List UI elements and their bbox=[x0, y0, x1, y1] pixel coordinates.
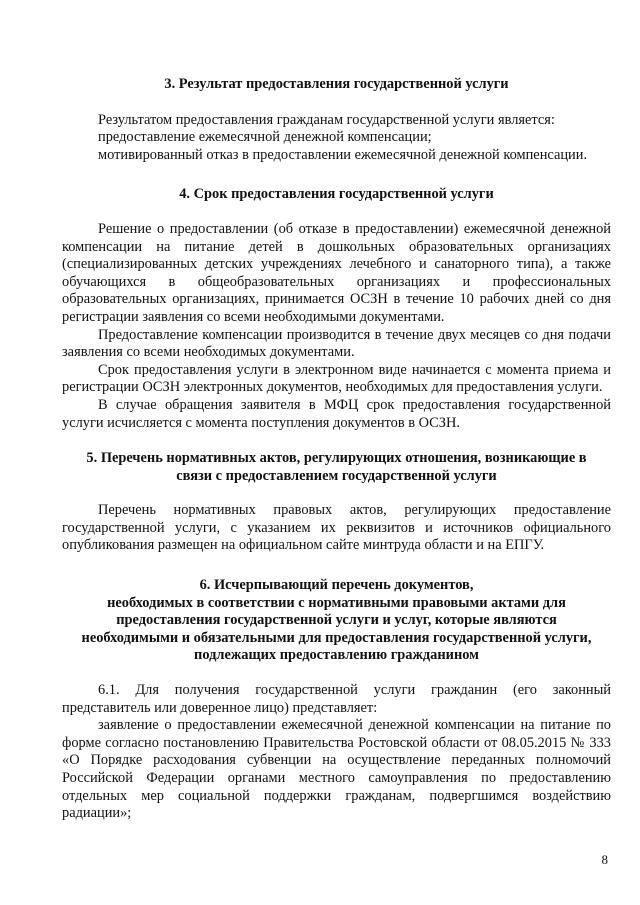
section-4-heading: 4. Срок предоставления государственной услуги bbox=[179, 186, 494, 203]
section-6-heading-line-3: предоставления государственной услуги и услуг, которые являются bbox=[116, 612, 557, 629]
document-body bbox=[62, 76, 611, 823]
section-6-heading bbox=[62, 577, 611, 665]
section-5-paragraph-1: Перечень нормативных правовых актов, регулирующих предоставление государственной услуги, с указанием их реквизитов и источников официального опубликования размещен на официальном сайте минтруда области и на ЕПГУ. bbox=[62, 502, 611, 554]
section-4-paragraph-4: В случае обращения заявителя в МФЦ срок предоставления государственной услуги исчисляется с момента поступления документов в ОСЗН. bbox=[62, 396, 611, 431]
page-number: 8 bbox=[601, 852, 608, 867]
section-3-paragraph-2: предоставление ежемесячной денежной компенсации; bbox=[98, 129, 432, 146]
section-4-paragraph-2: Предоставление компенсации производится в течение двух месяцев со дня подачи заявления со всеми необходимых документами. bbox=[62, 326, 611, 361]
section-5-heading bbox=[62, 450, 611, 485]
section-4 bbox=[62, 186, 611, 432]
section-4-paragraph-3: Срок предоставления услуги в электронном виде начинается с момента приема и регистрации ОСЗН электронных документов, необходимых для предоставления услуги. bbox=[62, 361, 611, 396]
section-6-heading-line-4: необходимыми и обязательными для предоставления государственной услуги, bbox=[81, 629, 592, 646]
section-4-paragraph-1: Решение о предоставлении (об отказе в предоставлении) ежемесячной денежной компенсации на питание детей в дошкольных образовательных организациях (специализированных детских учреждениях лечебного и санаторного типа), а также обучающихся в общеобразовательных организациях и профессиональных образовательных организациях, принимается ОСЗН в течение 10 рабочих дней со дня регистрации заявления со всеми необходимыми документами. bbox=[62, 220, 611, 325]
section-6-paragraph-1: 6.1. Для получения государственной услуги гражданин (его законный представитель или доверенное лицо) представляет: bbox=[62, 682, 611, 716]
section-6-heading-line-2: необходимых в соответствии с нормативными правовыми актами для bbox=[107, 594, 566, 611]
section-6-paragraph-2: заявление о предоставлении ежемесячной денежной компенсации на питание по форме согласно постановлению Правительства Ростовской области от 08.05.2015 № 333 «О Порядке расходования субвенции на осуществление переданных полномочий Российской Федерации органами местного самоуправления по предоставлению отдельных мер социальной поддержки гражданам, подвергшимся воздействию радиации»; bbox=[62, 717, 611, 822]
section-6-heading-line-5: подлежащих предоставлению гражданином bbox=[194, 647, 479, 664]
section-5-heading-line-2: связи с предоставлением государственной услуги bbox=[176, 467, 497, 484]
section-3-paragraph-3: мотивированный отказ в предоставлении ежемесячной денежной компенсации. bbox=[98, 146, 588, 163]
section-5 bbox=[62, 450, 611, 555]
section-6-heading-line-1: 6. Исчерпывающий перечень документов, bbox=[199, 577, 474, 594]
section-5-heading-line-1: 5. Перечень нормативных актов, регулирующих отношения, возникающие в bbox=[86, 450, 587, 467]
section-3 bbox=[62, 76, 611, 164]
section-3-heading: 3. Результат предоставления государственной услуги bbox=[164, 76, 509, 92]
section-6 bbox=[62, 577, 611, 823]
section-3-paragraph-1: Результатом предоставления гражданам государственной услуги является: bbox=[98, 111, 555, 128]
